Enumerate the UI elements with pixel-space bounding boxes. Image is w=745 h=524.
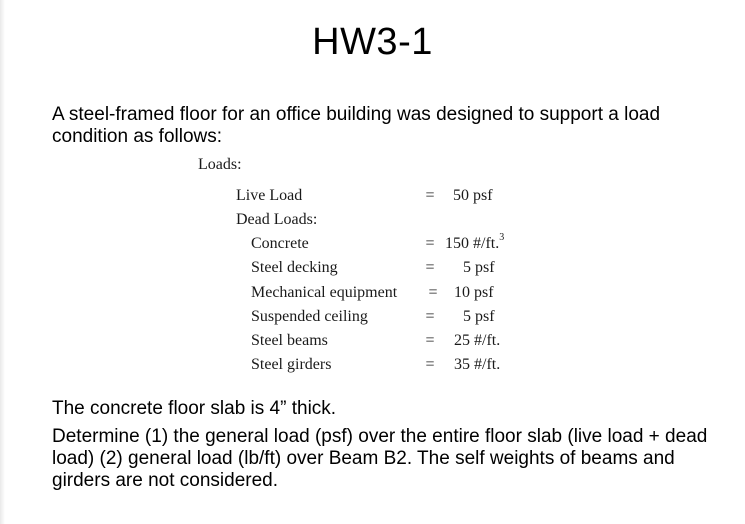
dead-load-label: Suspended ceiling	[251, 308, 368, 325]
dead-load-equals: =	[425, 332, 435, 349]
problem-intro: A steel-framed floor for an office building was designed to support a load condition as follows:	[52, 104, 661, 147]
dead-load-value: 5 psf	[463, 308, 495, 325]
problem-question: Determine (1) the general load (psf) over the entire floor slab (live load + dead load) (2) general load (lb/ft) over Beam B2. The self weights of beams and girders are not considered.	[52, 426, 708, 491]
slab-thickness-note: The concrete floor slab is 4” thick.	[52, 398, 337, 419]
slide-title: HW3-1	[312, 21, 433, 63]
loads-heading: Loads:	[198, 156, 242, 173]
dead-load-value	[445, 231, 505, 253]
dead-load-label: Steel beams	[251, 332, 328, 349]
concrete-exponent: 3	[499, 231, 505, 243]
dead-load-value: 25 #/ft.	[454, 332, 501, 349]
dead-load-label: Mechanical equipment	[251, 284, 398, 301]
dead-load-value: 5 psf	[463, 259, 495, 276]
dead-load-equals: =	[425, 356, 435, 373]
dead-load-equals: =	[425, 259, 435, 276]
dead-load-label: Steel decking	[251, 259, 338, 276]
dead-load-equals: =	[425, 235, 435, 252]
dead-load-equals: =	[425, 308, 435, 325]
dead-loads-heading: Dead Loads:	[236, 211, 318, 228]
dead-load-equals: =	[428, 284, 438, 301]
dead-load-label: Concrete	[251, 235, 309, 252]
live-load-equals: =	[425, 187, 435, 204]
dead-load-value: 10 psf	[454, 284, 494, 301]
concrete-value: 150 #/ft.	[445, 235, 500, 252]
dead-load-label: Steel girders	[251, 356, 332, 373]
live-load-value: 50 psf	[453, 187, 493, 204]
live-load-label: Live Load	[236, 187, 303, 204]
dead-load-value: 35 #/ft.	[454, 356, 501, 373]
